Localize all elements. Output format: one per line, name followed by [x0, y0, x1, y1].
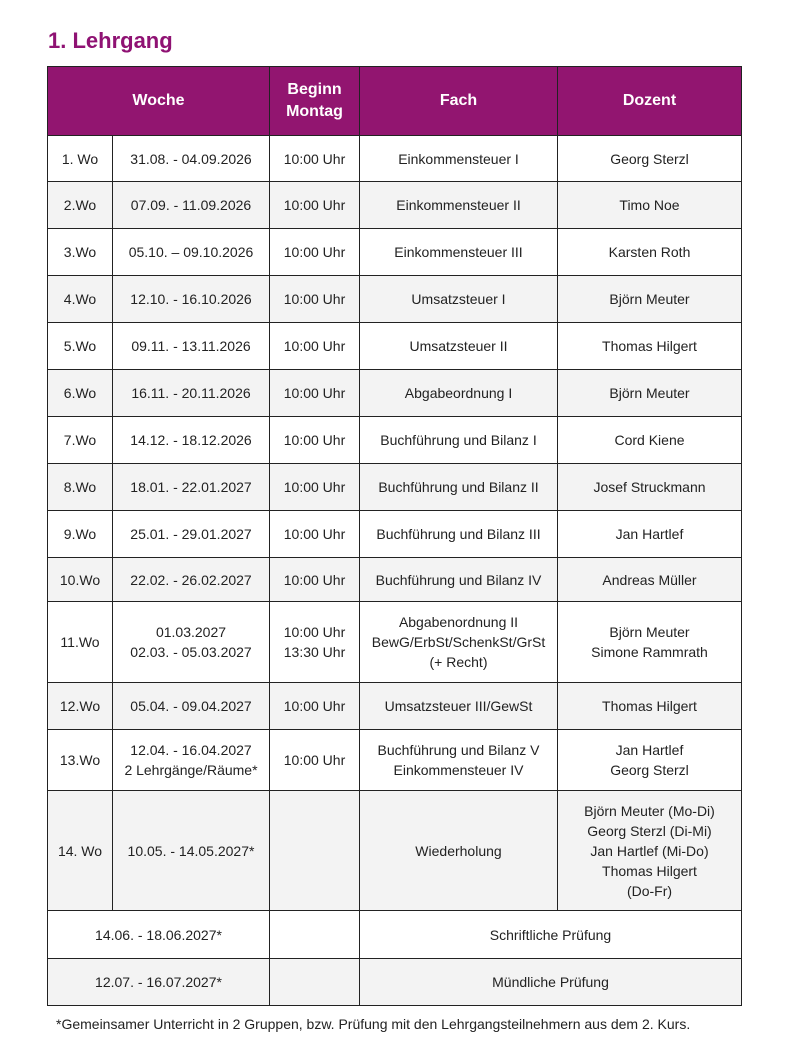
table-row	[48, 464, 742, 511]
header-fach: Fach	[360, 67, 558, 136]
lecturer: Björn Meuter	[558, 276, 742, 323]
footnote: *Gemeinsamer Unterricht in 2 Gruppen, bzw. Prüfung mit den Lehrgangsteilnehmern aus dem 2. Kurs.	[56, 1016, 691, 1032]
exam-start-time	[270, 911, 360, 959]
start-time: 10:00 Uhr	[270, 136, 360, 182]
week-dates: 07.09. - 11.09.2026	[113, 182, 270, 229]
week-dates: 01.03.2027 02.03. - 05.03.2027	[113, 602, 270, 683]
table-row	[48, 730, 742, 791]
lecturer: Jan Hartlef	[558, 511, 742, 558]
lecturer: Timo Noe	[558, 182, 742, 229]
exam-type: Schriftliche Prüfung	[360, 911, 742, 959]
week-number: 10.Wo	[48, 558, 113, 602]
table-row	[48, 370, 742, 417]
week-number: 3.Wo	[48, 229, 113, 276]
header-woche: Woche	[48, 67, 270, 136]
schedule-table	[47, 66, 742, 1006]
week-number: 7.Wo	[48, 417, 113, 464]
week-number: 12.Wo	[48, 683, 113, 730]
subject: Buchführung und Bilanz IV	[360, 558, 558, 602]
start-time: 10:00 Uhr	[270, 558, 360, 602]
week-dates: 22.02. - 26.02.2027	[113, 558, 270, 602]
start-time	[270, 791, 360, 911]
table-row	[48, 417, 742, 464]
week-dates: 12.10. - 16.10.2026	[113, 276, 270, 323]
table-row	[48, 791, 742, 911]
week-dates: 25.01. - 29.01.2027	[113, 511, 270, 558]
week-number: 2.Wo	[48, 182, 113, 229]
start-time: 10:00 Uhr	[270, 683, 360, 730]
table-row	[48, 511, 742, 558]
lecturer: Josef Struckmann	[558, 464, 742, 511]
week-dates: 12.04. - 16.04.2027 2 Lehrgänge/Räume*	[113, 730, 270, 791]
table-row	[48, 136, 742, 182]
start-time: 10:00 Uhr	[270, 511, 360, 558]
table-header-row	[48, 67, 742, 136]
start-time: 10:00 Uhr	[270, 276, 360, 323]
week-dates: 10.05. - 14.05.2027*	[113, 791, 270, 911]
subject: Buchführung und Bilanz I	[360, 417, 558, 464]
subject: Einkommensteuer II	[360, 182, 558, 229]
exam-start-time	[270, 959, 360, 1006]
exam-row	[48, 959, 742, 1006]
page-title: 1. Lehrgang	[48, 28, 173, 53]
lecturer: Karsten Roth	[558, 229, 742, 276]
lecturer: Björn Meuter	[558, 370, 742, 417]
week-dates: 09.11. - 13.11.2026	[113, 323, 270, 370]
start-time: 10:00 Uhr	[270, 417, 360, 464]
subject: Buchführung und Bilanz V Einkommensteuer IV	[360, 730, 558, 791]
table-row	[48, 276, 742, 323]
week-dates: 05.10. – 09.10.2026	[113, 229, 270, 276]
lecturer: Jan Hartlef Georg Sterzl	[558, 730, 742, 791]
lecturer: Björn Meuter Simone Rammrath	[558, 602, 742, 683]
lecturer: Cord Kiene	[558, 417, 742, 464]
subject: Buchführung und Bilanz III	[360, 511, 558, 558]
subject: Umsatzsteuer I	[360, 276, 558, 323]
week-number: 4.Wo	[48, 276, 113, 323]
table-row	[48, 683, 742, 730]
lecturer: Thomas Hilgert	[558, 323, 742, 370]
table-row	[48, 229, 742, 276]
subject: Abgabeordnung I	[360, 370, 558, 417]
start-time: 10:00 Uhr	[270, 229, 360, 276]
week-dates: 31.08. - 04.09.2026	[113, 136, 270, 182]
week-number: 13.Wo	[48, 730, 113, 791]
exam-dates: 12.07. - 16.07.2027*	[48, 959, 270, 1006]
exam-type: Mündliche Prüfung	[360, 959, 742, 1006]
lecturer: Georg Sterzl	[558, 136, 742, 182]
week-number: 9.Wo	[48, 511, 113, 558]
start-time: 10:00 Uhr	[270, 464, 360, 511]
subject: Umsatzsteuer III/GewSt	[360, 683, 558, 730]
subject: Einkommensteuer I	[360, 136, 558, 182]
lecturer: Björn Meuter (Mo-Di) Georg Sterzl (Di-Mi) Jan Hartlef (Mi-Do) Thomas Hilgert (Do-Fr)	[558, 791, 742, 911]
week-number: 6.Wo	[48, 370, 113, 417]
subject: Einkommensteuer III	[360, 229, 558, 276]
week-dates: 18.01. - 22.01.2027	[113, 464, 270, 511]
lecturer: Thomas Hilgert	[558, 683, 742, 730]
start-time: 10:00 Uhr	[270, 730, 360, 791]
exam-dates: 14.06. - 18.06.2027*	[48, 911, 270, 959]
table-row	[48, 558, 742, 602]
lecturer: Andreas Müller	[558, 558, 742, 602]
week-dates: 14.12. - 18.12.2026	[113, 417, 270, 464]
subject: Abgabenordnung II BewG/ErbSt/SchenkSt/GrSt (+ Recht)	[360, 602, 558, 683]
exam-row	[48, 911, 742, 959]
week-number: 14. Wo	[48, 791, 113, 911]
table-row	[48, 602, 742, 683]
week-number: 8.Wo	[48, 464, 113, 511]
start-time: 10:00 Uhr	[270, 370, 360, 417]
subject: Buchführung und Bilanz II	[360, 464, 558, 511]
week-dates: 05.04. - 09.04.2027	[113, 683, 270, 730]
table-row	[48, 182, 742, 229]
start-time: 10:00 Uhr	[270, 323, 360, 370]
start-time: 10:00 Uhr 13:30 Uhr	[270, 602, 360, 683]
header-beginn: Beginn Montag	[270, 67, 360, 136]
start-time: 10:00 Uhr	[270, 182, 360, 229]
table-row	[48, 323, 742, 370]
week-number: 11.Wo	[48, 602, 113, 683]
header-dozent: Dozent	[558, 67, 742, 136]
week-number: 5.Wo	[48, 323, 113, 370]
week-dates: 16.11. - 20.11.2026	[113, 370, 270, 417]
subject: Umsatzsteuer II	[360, 323, 558, 370]
subject: Wiederholung	[360, 791, 558, 911]
week-number: 1. Wo	[48, 136, 113, 182]
